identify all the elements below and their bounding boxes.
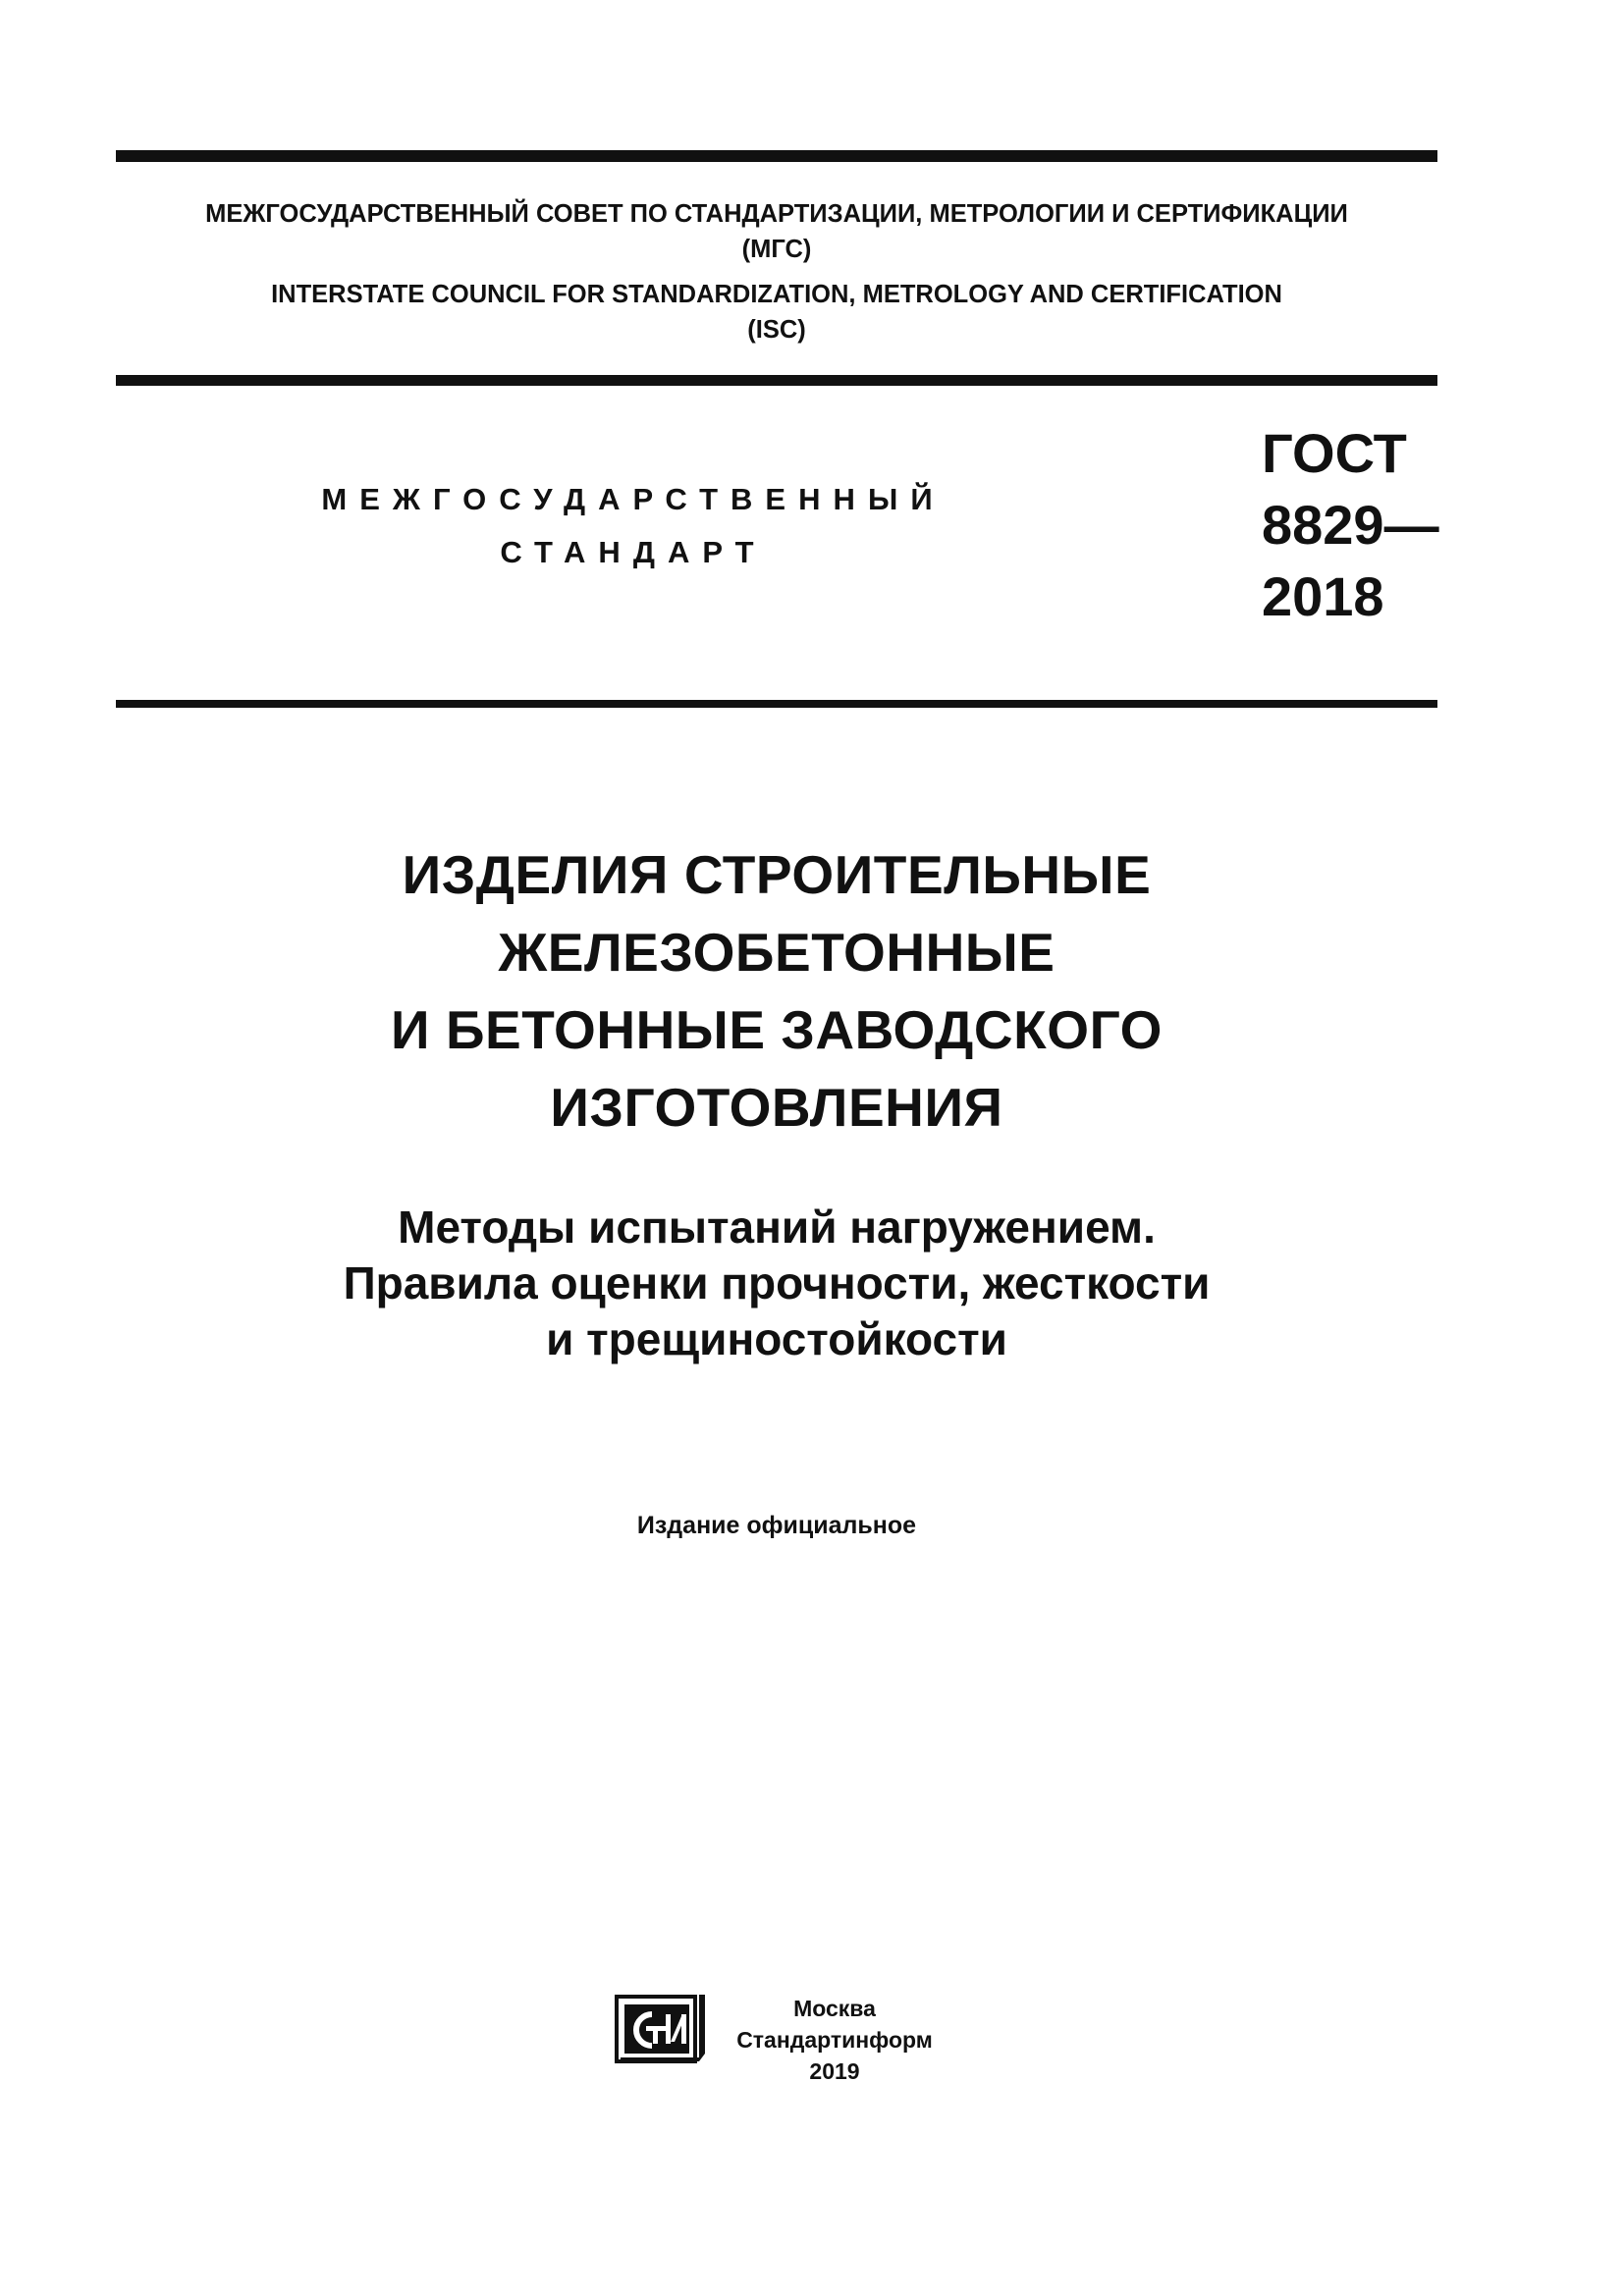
edition-label: Издание официальное: [636, 1512, 917, 1539]
imprint-city: Москва: [793, 1996, 876, 2021]
council-abbr-ru: (МГС): [741, 236, 812, 263]
standard-type-line1: МЕЖГОСУДАРСТВЕННЫЙ: [321, 482, 946, 516]
subtitle-line-3: и трещиностойкости: [546, 1313, 1007, 1364]
top-rule: [116, 150, 1437, 162]
standard-designation: [1262, 417, 1439, 632]
subtitle-line-1: Методы испытаний нагружением.: [398, 1201, 1156, 1253]
imprint-publisher: Стандартинформ: [736, 2027, 933, 2053]
standartinform-logo-icon: [615, 1993, 709, 2067]
council-bottom-rule: [116, 375, 1437, 386]
standard-number: 8829—: [1262, 494, 1439, 556]
council-name-ru: МЕЖГОСУДАРСТВЕННЫЙ СОВЕТ ПО СТАНДАРТИЗАЦИИ, МЕТРОЛОГИИ И СЕРТИФИКАЦИИ: [205, 200, 1348, 228]
subtitle-line-2: Правила оценки прочности, жесткости: [343, 1257, 1211, 1308]
title-line-2: ЖЕЛЕЗОБЕТОННЫЕ: [498, 922, 1056, 983]
standard-year: 2018: [1262, 565, 1384, 627]
standard-type-line2: СТАНДАРТ: [500, 535, 767, 569]
imprint-year: 2019: [809, 2058, 860, 2084]
council-abbr-en: (ISC): [747, 316, 806, 344]
document-title: [116, 836, 1437, 1147]
council-block: [116, 196, 1437, 347]
title-line-3: И БЕТОННЫЕ ЗАВОДСКОГО: [391, 999, 1163, 1060]
imprint: [717, 1993, 952, 2087]
header-bottom-rule: [116, 700, 1437, 708]
standard-prefix: ГОСТ: [1262, 422, 1407, 484]
document-subtitle: [116, 1200, 1437, 1367]
title-line-1: ИЗДЕЛИЯ СТРОИТЕЛЬНЫЕ: [402, 844, 1152, 905]
standard-type: [295, 473, 972, 579]
title-line-4: ИЗГОТОВЛЕНИЯ: [550, 1077, 1003, 1138]
council-name-en: INTERSTATE COUNCIL FOR STANDARDIZATION, METROLOGY AND CERTIFICATION: [271, 281, 1282, 308]
